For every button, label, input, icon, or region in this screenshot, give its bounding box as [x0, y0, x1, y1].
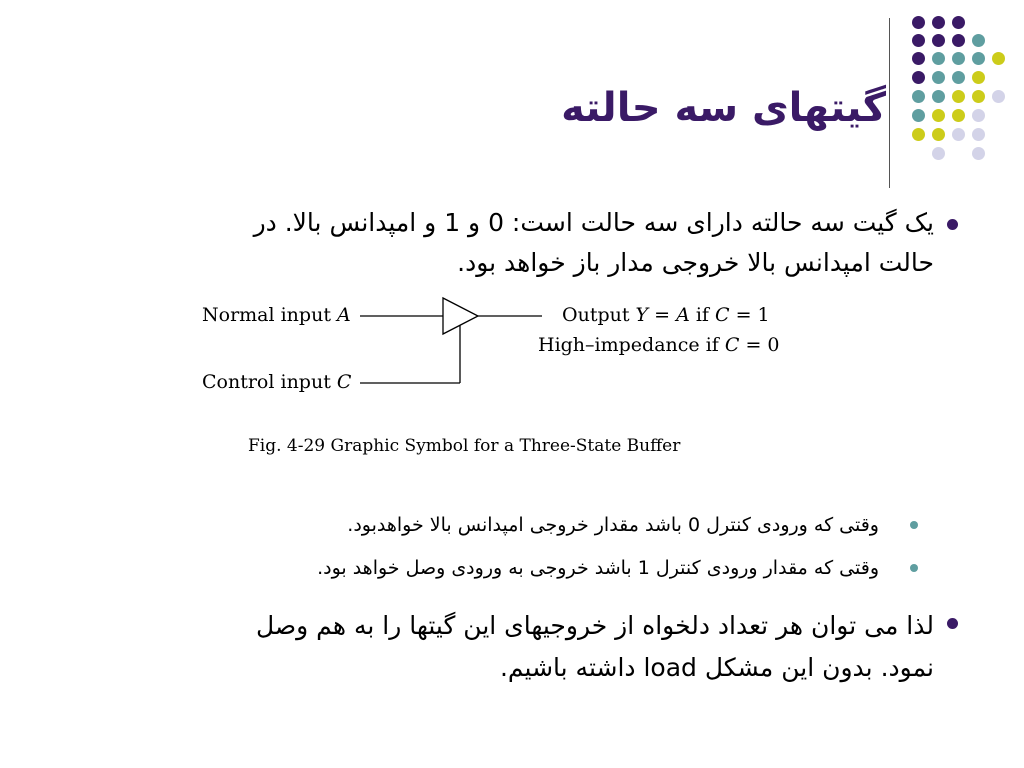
output-equals: = — [648, 304, 677, 326]
high-impedance-variable-c: C — [724, 334, 740, 356]
sub-bullet-icon — [910, 521, 918, 529]
bullet-text-1-line-1: یک گیت سه حالته دارای سه حالت است: 0 و 1 و امپدانس بالا. در — [253, 208, 934, 237]
bullet-text-2-line-2: نمود. بدون این مشکل load داشته باشیم. — [499, 653, 934, 682]
bullet-text-2-line-1: لذا می توان هر تعداد دلخواه از خروجیهای این گیتها را به هم وصل — [256, 611, 934, 640]
sub-bullet-text-1: وقتی که ورودی کنترل 0 باشد مقدار خروجی امپدانس بالا خواهدبود. — [347, 514, 879, 536]
control-input-text: Control input — [202, 371, 331, 393]
sub-bullet-text-2: وقتی که مقدار ورودی کنترل 1 باشد خروجی به ورودی وصل خواهد بود. — [317, 557, 879, 579]
bullet-text-2 — [256, 605, 934, 689]
output-text: Output — [562, 304, 630, 326]
output-variable-a: A — [676, 304, 690, 326]
normal-input-variable: A — [337, 304, 351, 326]
bullet-text-1-line-2: حالت امپدانس بالا خروجی مدار باز خواهد بود. — [457, 248, 934, 277]
output-variable-c: C — [715, 304, 730, 326]
output-label-line-2 — [538, 334, 780, 356]
page-title: گیتهای سه حالته — [561, 85, 886, 131]
figure-caption: Fig. 4-29 Graphic Symbol for a Three-State Buffer — [248, 436, 681, 456]
high-impedance-text: High–impedance if — [538, 334, 725, 356]
normal-input-text: Normal input — [202, 304, 331, 326]
output-value-1: = 1 — [729, 304, 770, 326]
output-variable-y: Y — [635, 304, 649, 326]
sub-bullet-icon — [910, 564, 918, 572]
control-input-label — [202, 371, 351, 393]
bullet-icon — [947, 618, 958, 629]
output-if: if — [689, 304, 716, 326]
output-label-line-1 — [562, 304, 770, 326]
control-input-variable: C — [336, 371, 352, 393]
high-impedance-value-0: = 0 — [739, 334, 780, 356]
normal-input-label — [202, 304, 351, 326]
